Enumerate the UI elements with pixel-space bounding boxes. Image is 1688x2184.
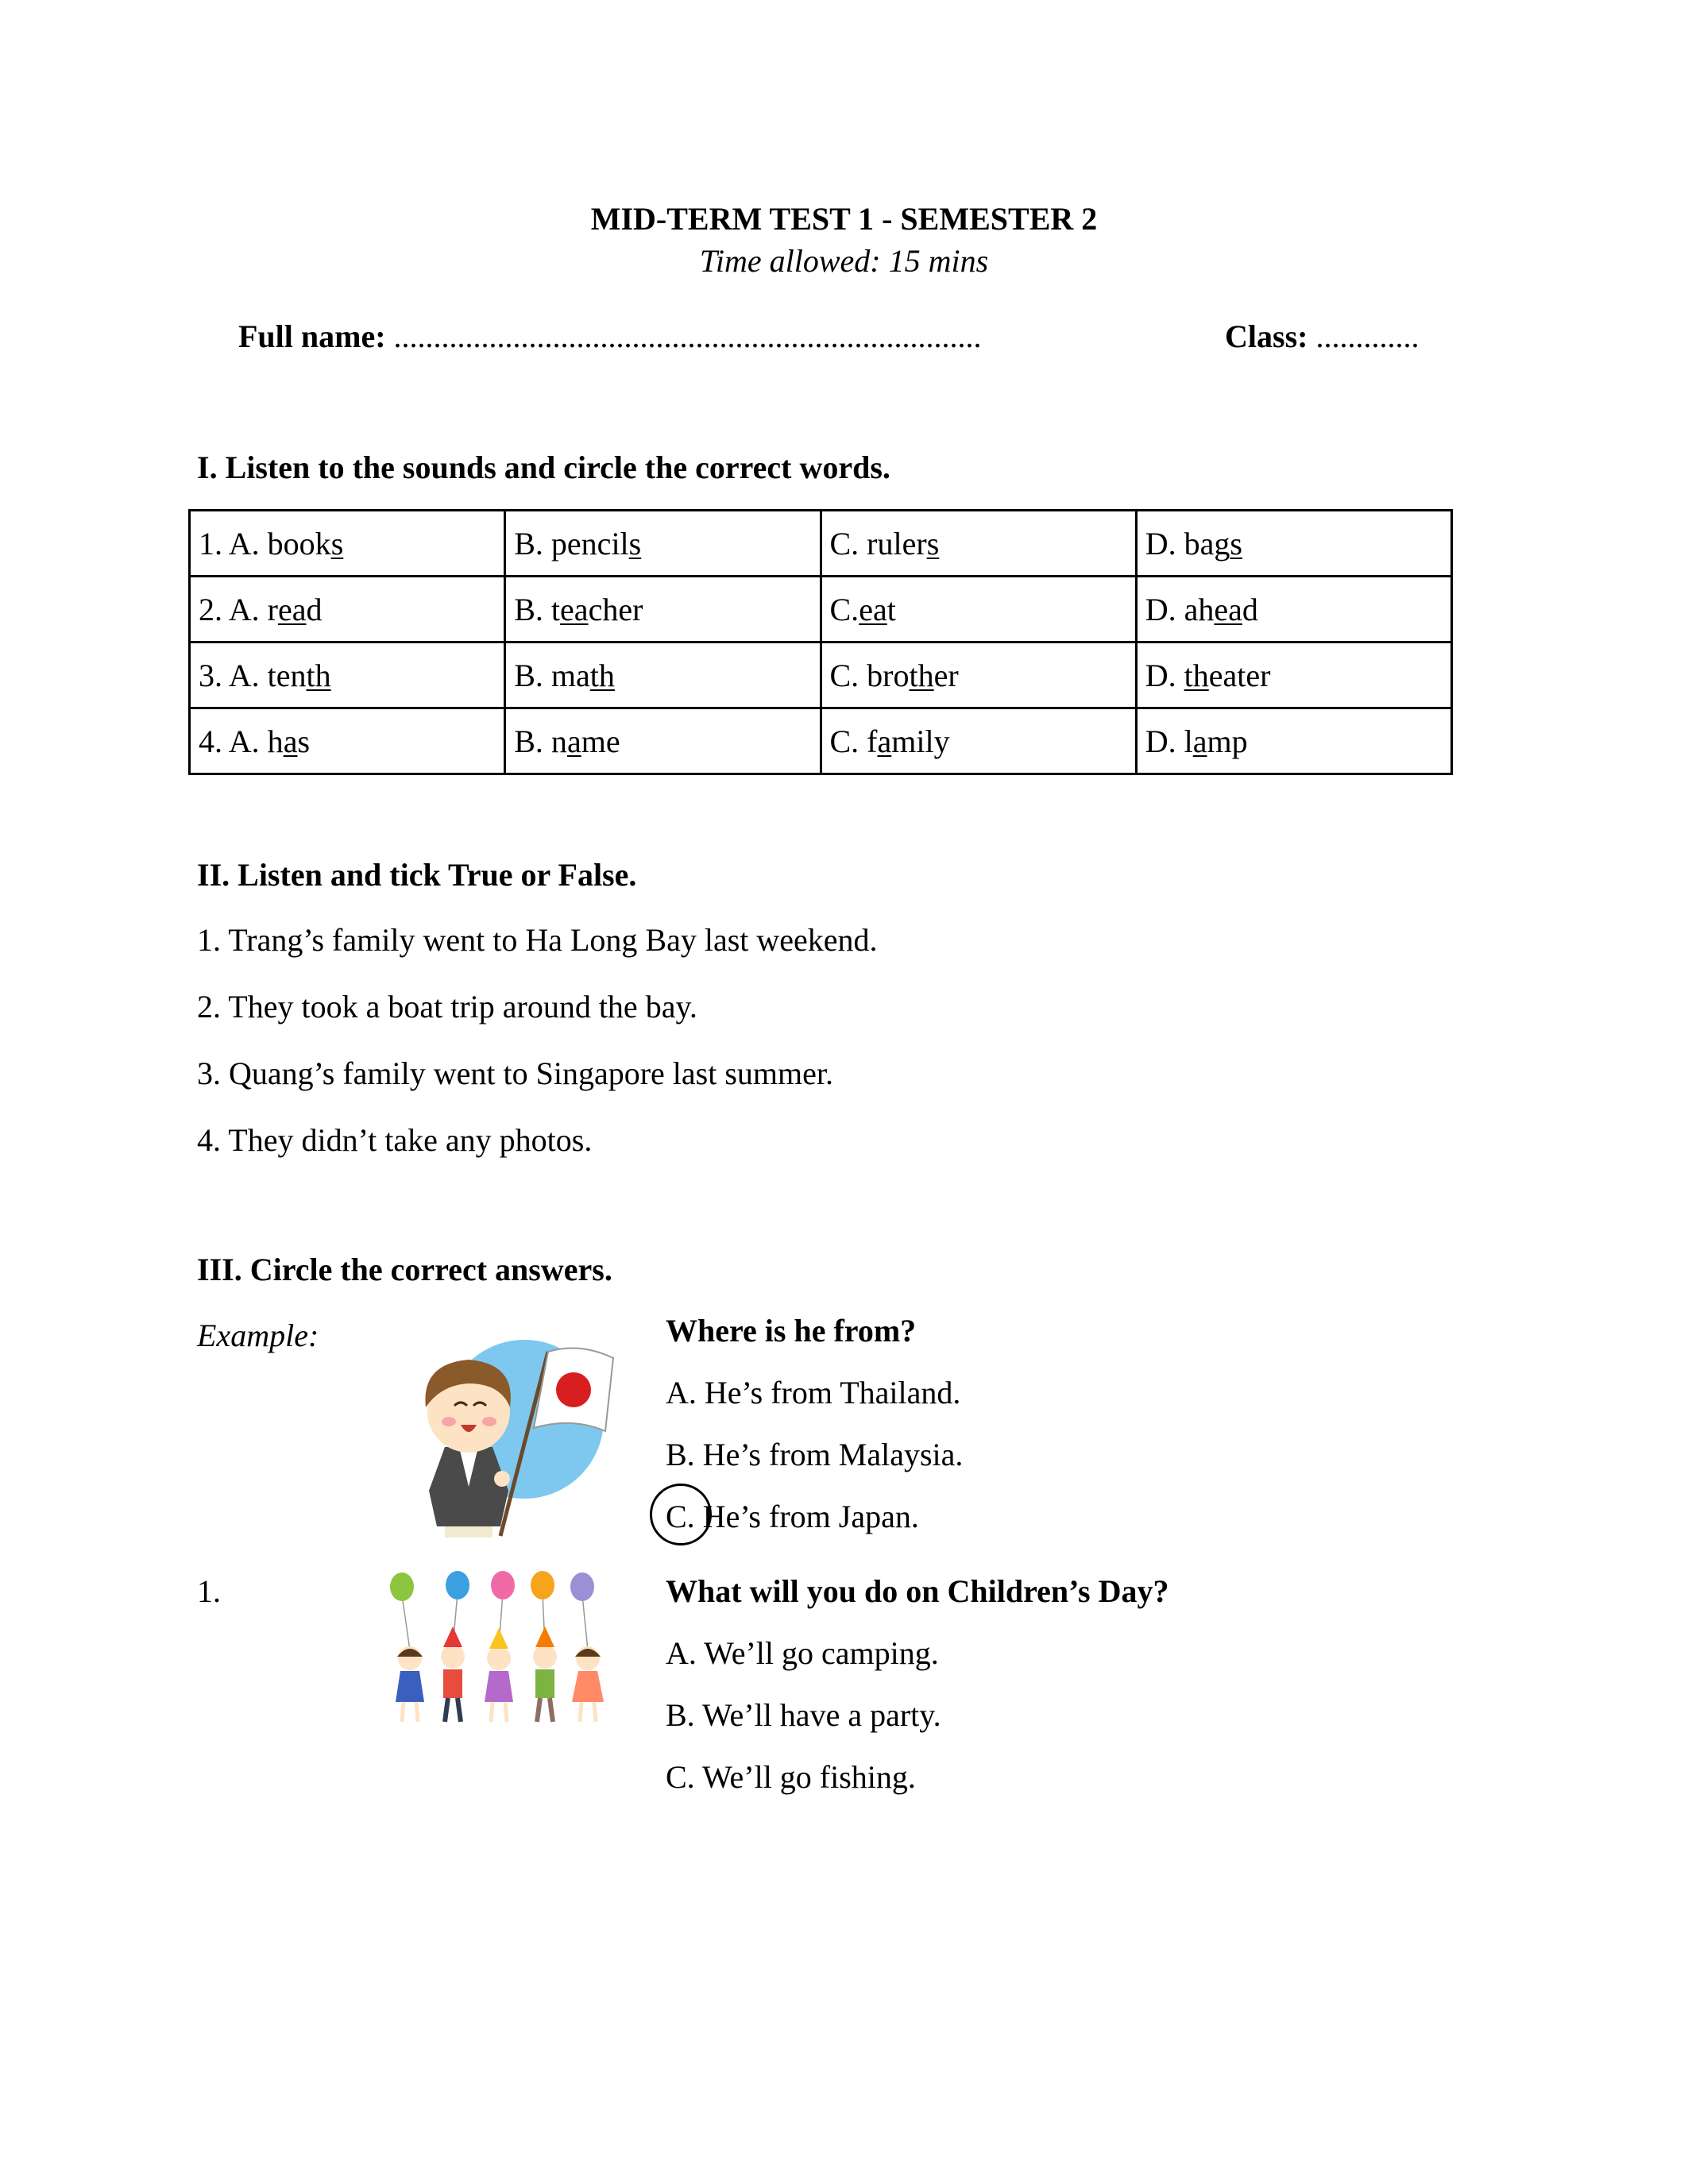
word-option-cell[interactable] — [505, 577, 821, 642]
underlined-sound: s — [1230, 525, 1242, 561]
underlined-sound: ea — [1214, 591, 1242, 627]
word-suffix: eater — [1208, 657, 1271, 693]
boy-with-japan-flag-illustration — [397, 1328, 628, 1542]
word-option-cell[interactable] — [1136, 708, 1451, 774]
word-prefix: 3. A. ten — [199, 657, 307, 693]
word-option-cell[interactable] — [1136, 511, 1451, 577]
page-title: MID-TERM TEST 1 - SEMESTER 2 — [590, 201, 1098, 237]
full-name-dots: .......................................................................... — [393, 318, 982, 354]
word-prefix: 1. A. book — [199, 525, 331, 561]
word-prefix: D. ah — [1145, 591, 1215, 627]
underlined-sound: th — [589, 657, 615, 693]
word-prefix: B. t — [514, 591, 561, 627]
word-prefix: B. ma — [514, 657, 590, 693]
word-option-cell[interactable] — [821, 511, 1136, 577]
example-option-c: C. He’s from Japan. — [666, 1499, 919, 1534]
full-name-label: Full name: — [238, 318, 386, 354]
word-suffix: me — [581, 723, 620, 759]
word-option-cell[interactable] — [190, 511, 505, 577]
sounds-row — [190, 511, 1452, 577]
word-option-cell[interactable] — [190, 577, 505, 642]
underlined-sound: a — [877, 723, 892, 759]
word-suffix: mily — [891, 723, 950, 759]
underlined-sound: a — [283, 723, 298, 759]
example-question: Where is he from? — [666, 1313, 917, 1349]
underlined-sound: s — [330, 525, 344, 561]
word-option-cell[interactable] — [1136, 642, 1451, 708]
word-prefix: D. bag — [1145, 525, 1230, 561]
sounds-row — [190, 642, 1452, 708]
word-suffix: d — [1242, 591, 1258, 627]
children-with-balloons-illustration — [380, 1571, 634, 1730]
section-3-heading: III. Circle the correct answers. — [197, 1252, 612, 1287]
word-prefix: C. bro — [829, 657, 910, 693]
word-prefix: 4. A. h — [199, 723, 284, 759]
sounds-row — [190, 577, 1452, 642]
underlined-sound: ea — [278, 591, 307, 627]
sounds-row — [190, 708, 1452, 774]
word-suffix: cher — [588, 591, 643, 627]
answer-circle-mark — [650, 1484, 712, 1545]
underlined-sound: th — [1184, 657, 1209, 693]
tf-statement-4: 4. They didn’t take any photos. — [197, 1122, 593, 1158]
word-prefix: 2. A. r — [199, 591, 278, 627]
class-label: Class: — [1225, 318, 1308, 354]
underlined-sound: th — [306, 657, 331, 693]
word-option-cell[interactable] — [505, 642, 821, 708]
word-suffix: d — [306, 591, 323, 627]
word-prefix: B. n — [514, 723, 567, 759]
example-option-b: B. He’s from Malaysia. — [666, 1437, 964, 1472]
section-2-heading: II. Listen and tick True or False. — [197, 857, 637, 893]
word-option-cell[interactable] — [1136, 577, 1451, 642]
underlined-sound: ea — [859, 591, 887, 627]
class-dots: ............. — [1315, 318, 1420, 354]
word-option-cell[interactable] — [190, 642, 505, 708]
word-prefix: C. f — [829, 723, 878, 759]
tf-statement-1: 1. Trang’s family went to Ha Long Bay last weekend. — [197, 922, 878, 958]
word-option-cell[interactable] — [190, 708, 505, 774]
word-option-cell[interactable] — [821, 577, 1136, 642]
underlined-sound: s — [628, 525, 642, 561]
class-field — [1225, 318, 1419, 355]
underlined-sound: th — [909, 657, 934, 693]
underlined-sound: a — [566, 723, 581, 759]
word-option-cell[interactable] — [505, 511, 821, 577]
word-suffix: t — [886, 591, 896, 627]
word-option-cell[interactable] — [505, 708, 821, 774]
word-prefix: D. — [1145, 657, 1184, 693]
section-1-heading: I. Listen to the sounds and circle the correct words. — [197, 450, 890, 485]
question-1-number: 1. — [197, 1573, 221, 1609]
sounds-table — [188, 509, 1453, 775]
word-prefix: C. ruler — [829, 525, 927, 561]
underlined-sound: a — [1192, 723, 1207, 759]
tf-statement-3: 3. Quang’s family went to Singapore last summer. — [197, 1055, 833, 1091]
word-option-cell[interactable] — [821, 642, 1136, 708]
example-label: Example: — [197, 1318, 319, 1353]
word-suffix: s — [297, 723, 311, 759]
question-1-text: What will you do on Children’s Day? — [666, 1573, 1169, 1609]
q1-option-a: A. We’ll go camping. — [666, 1635, 939, 1671]
underlined-sound: ea — [560, 591, 589, 627]
tf-statement-2: 2. They took a boat trip around the bay. — [197, 989, 697, 1024]
word-suffix: er — [933, 657, 959, 693]
q1-option-c: C. We’ll go fishing. — [666, 1759, 916, 1795]
word-prefix: C. — [829, 591, 859, 627]
time-allowed: Time allowed: 15 mins — [699, 243, 989, 279]
example-option-a: A. He’s from Thailand. — [666, 1375, 961, 1410]
word-prefix: B. pencil — [514, 525, 629, 561]
word-prefix: D. l — [1145, 723, 1193, 759]
full-name-field — [238, 318, 982, 355]
q1-option-b: B. We’ll have a party. — [666, 1697, 941, 1733]
word-suffix: mp — [1207, 723, 1248, 759]
word-option-cell[interactable] — [821, 708, 1136, 774]
underlined-sound: s — [926, 525, 940, 561]
